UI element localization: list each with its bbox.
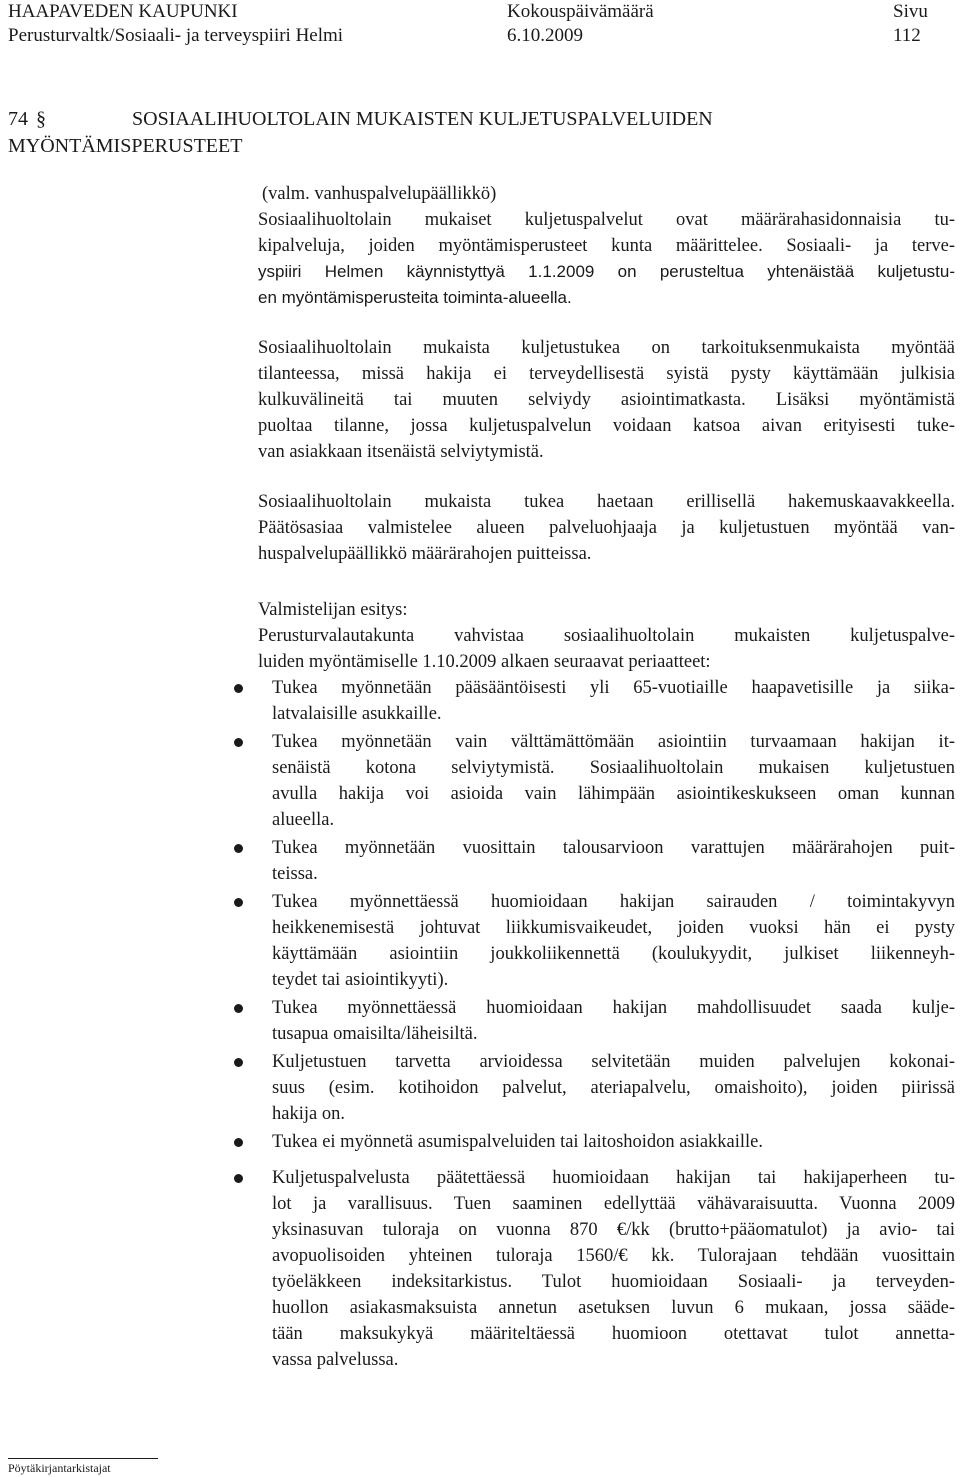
list-item-line: Tukea myönnetään vuosittain talousarvioon varattujen määrärahojen puit- — [272, 838, 955, 858]
section-title-line1: SOSIAALIHUOLTOLAIN MUKAISTEN KULJETUSPALVELUIDEN — [132, 108, 713, 130]
bullet-marker — [234, 738, 243, 747]
list-item-line: avopuolisoiden yhteinen tuloraja 1560/€ kk. Tulorajaan tehdään vuosittain — [272, 1246, 955, 1266]
list-item-line: avulla hakija voi asioida vain lähimpään asiointikeskukseen oman kunnan — [272, 784, 955, 804]
list-item-line: työeläkkeen indeksitarkistus. Tulot huomioidaan Sosiaali- ja terveyden- — [272, 1272, 955, 1292]
list-item-line: Tukea ei myönnetä asumispalveluiden tai laitoshoidon asiakkaille. — [272, 1132, 764, 1152]
intro-line: kipalveluja, joiden myöntämisperusteet kunta määrittelee. Sosiaali- ja terve- — [258, 236, 955, 256]
bullet-marker — [234, 684, 243, 693]
page-label: Sivu — [893, 1, 928, 22]
list-item-line: Kuljetustuen tarvetta arvioidessa selvitetään muiden palvelujen kokonai- — [272, 1052, 955, 1072]
intro-line: (valm. vanhuspalvelupäällikkö) — [262, 184, 497, 204]
proposal-line: Perusturvalautakunta vahvistaa sosiaalihuoltolain mukaisten kuljetuspalve- — [258, 626, 955, 646]
paragraph-line: kulkuvälineitä tai muuten selviydy asiointimatkasta. Lisäksi myöntämistä — [258, 390, 955, 410]
section-number: 74 — [8, 108, 28, 130]
list-item-line: senäistä kotona selviytymistä. Sosiaalihuoltolain mukaisen kuljetustuen — [272, 758, 955, 778]
list-item-line: vassa palvelussa. — [272, 1350, 399, 1370]
meeting-date: 6.10.2009 — [507, 25, 583, 46]
paragraph-line: Päätösasiaa valmistelee alueen palveluohjaaja ja kuljetustuen myöntää van- — [258, 518, 955, 538]
list-item-line: Tukea myönnettäessä huomioidaan hakijan sairauden / toimintakyvyn — [272, 892, 955, 912]
paragraph-line: van asiakkaan itsenäistä selviytymistä. — [258, 442, 544, 462]
paragraph-line: tilanteessa, missä hakija ei terveydellisestä syistä pysty käyttämään julkisia — [258, 364, 955, 384]
proposal-heading: Valmistelijan esitys: — [258, 600, 408, 620]
list-item-line: Tukea myönnettäessä huomioidaan hakijan mahdollisuudet saada kulje- — [272, 998, 955, 1018]
section-title-line2: MYÖNTÄMISPERUSTEET — [8, 135, 243, 157]
list-item-line: Kuljetuspalvelusta päätettäessä huomioidaan hakijan tai hakijaperheen tu- — [272, 1168, 955, 1188]
list-item-line: teydet tai asiointikyyti). — [272, 970, 449, 990]
org-unit: Perusturvaltk/Sosiaali- ja terveyspiiri Helmi — [8, 25, 344, 46]
list-item-line: huollon asiakasmaksuista annetun asetuksen luvun 6 mukaan, jossa sääde- — [272, 1298, 955, 1318]
bullet-marker — [234, 844, 243, 853]
footer-label: Pöytäkirjantarkistajat — [8, 1461, 111, 1475]
intro-line: Sosiaalihuoltolain mukaiset kuljetuspalvelut ovat määrärahasidonnaisia tu- — [258, 210, 955, 230]
bullet-marker — [234, 898, 243, 907]
list-item-line: Tukea myönnetään vain välttämättömään asiointiin turvaamaan hakijan it- — [272, 732, 955, 752]
list-item-line: latvalaisille asukkaille. — [272, 704, 442, 724]
list-item-line: teissa. — [272, 864, 318, 884]
list-item-line: käyttämään asiointiin joukkoliikennettä (koulukyydit, julkiset liikenneyh- — [272, 944, 955, 964]
list-item-line: tään maksukykyä määriteltäessä huomioon otettavat tulot annetta- — [272, 1324, 955, 1344]
list-item-line: yksinasuvan tuloraja on vuonna 870 €/kk (brutto+pääomatulot) ja avio- tai — [272, 1220, 955, 1240]
org-name: HAAPAVEDEN KAUPUNKI — [8, 1, 238, 22]
bullet-marker — [234, 1058, 243, 1067]
page-number: 112 — [893, 25, 921, 46]
section-symbol: § — [36, 108, 46, 130]
paragraph-line: puoltaa tilanne, jossa kuljetuspalvelun voidaan katsoa aivan erityisesti tuke- — [258, 416, 955, 436]
intro-line: en myöntämisperusteita toiminta-alueella. — [258, 288, 572, 307]
footer-rule — [8, 1458, 158, 1459]
proposal-line: luiden myöntämiselle 1.10.2009 alkaen seuraavat periaatteet: — [258, 652, 711, 672]
paragraph-line: huspalvelupäällikkö määrärahojen puitteissa. — [258, 544, 592, 564]
list-item-line: heikkenemisestä johtuvat liikkumisvaikeudet, joiden vuoksi hän ei pysty — [272, 918, 955, 938]
list-item-line: tusapua omaisilta/läheisiltä. — [272, 1024, 478, 1044]
list-item-line: Tukea myönnetään pääsääntöisesti yli 65-vuotiaille haapavetisille ja siika- — [272, 678, 955, 698]
list-item-line: alueella. — [272, 810, 335, 830]
paragraph-line: Sosiaalihuoltolain mukaista tukea haetaan erillisellä hakemuskaavakkeella. — [258, 492, 955, 512]
bullet-marker — [234, 1004, 243, 1013]
list-item-line: lot ja varallisuus. Tuen saaminen edellyttää vähävaraisuutta. Vuonna 2009 — [272, 1194, 955, 1214]
list-item-line: hakija on. — [272, 1104, 345, 1124]
paragraph-line: Sosiaalihuoltolain mukaista kuljetustukea on tarkoituksenmukaista myöntää — [258, 338, 955, 358]
bullet-marker — [234, 1138, 243, 1147]
bullet-marker — [234, 1174, 243, 1183]
date-label: Kokouspäivämäärä — [507, 1, 654, 22]
list-item-line: suus (esim. kotihoidon palvelut, ateriapalvelu, omaishoito), joiden piirissä — [272, 1078, 955, 1098]
intro-line: yspiiri Helmen käynnistyttyä 1.1.2009 on perusteltua yhtenäistää kuljetustu- — [258, 262, 955, 281]
